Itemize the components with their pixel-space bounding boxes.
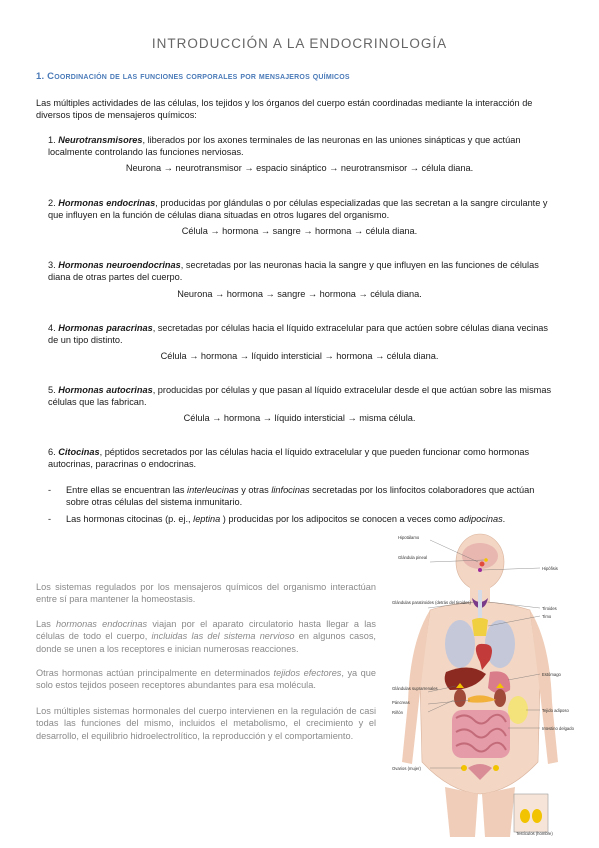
intestine-icon xyxy=(452,710,510,758)
label-tejido-adiposo: Tejido adiposo xyxy=(542,708,569,713)
label-estomago: Estómago xyxy=(542,672,561,677)
item-term: Hormonas autocrinas xyxy=(58,385,153,395)
list-item xyxy=(48,197,558,222)
label-testiculos: Testículos (hombre) xyxy=(516,831,553,836)
pituitary-icon xyxy=(478,568,482,572)
label-rinon: Riñón xyxy=(392,710,403,715)
kidney-right-icon xyxy=(494,689,506,707)
item-text: , producidas por glándulas o por células especializadas que las secretan a la sangre circulante y que influyen en la función de células diana situadas en otros lugares del organismo. xyxy=(48,198,548,221)
hypothalamus-icon xyxy=(480,562,485,567)
adipose-tissue-icon xyxy=(508,696,528,724)
section-number: 1. xyxy=(36,71,45,82)
list-item xyxy=(48,259,558,284)
testis-left-icon xyxy=(520,809,530,823)
label-hipotalamo: Hipotálamo xyxy=(398,535,420,540)
page-title: INTRODUCCIÓN A LA ENDOCRINOLOGÍA xyxy=(151,36,448,51)
chain-line: Célula → hormona → líquido intersticial → hormona → célula diana. xyxy=(160,351,439,361)
chain-line: Neurona → hormona → sangre → hormona → célula diana. xyxy=(177,289,422,299)
section-heading xyxy=(36,71,350,82)
pineal-icon xyxy=(484,558,488,562)
intro-paragraph: Las múltiples actividades de las células, los tejidos y los órganos del cuerpo están coordinadas mediante la interacción de diversos tipos de mensajeros químicos: xyxy=(36,98,533,121)
item-text: , producidas por células y que pasan al líquido extracelular desde el que actúan sobre las mismas células que las fabrican. xyxy=(48,385,552,408)
label-tiroides: Tiroides xyxy=(542,606,557,611)
bullet-item: - Entre ellas se encuentran las interleucinas y otras linfocinas secretadas por los linfocitos colaboradores que actúan sobre otras células del sistema inmunitario. xyxy=(48,485,535,508)
item-number: 1. xyxy=(48,135,56,145)
lung-right-icon xyxy=(485,620,515,668)
label-suprarrenales: Glándulas suprarrenales xyxy=(392,686,438,691)
chain-line: Neurona → neurotransmisor → espacio sináptico → neurotransmisor → célula diana. xyxy=(125,163,474,173)
list-item xyxy=(48,134,558,159)
label-hipofisis: Hipófisis xyxy=(542,566,558,571)
grey-paragraph: Los múltiples sistemas hormonales del cuerpo intervienen en la regulación de casi todas las funciones del mismo, incluidos el metabolismo, el crecimiento y el desarrollo, el equilibrio hidroelectrolítico, la reproducción y el comportamiento. xyxy=(36,706,376,741)
list-item xyxy=(48,446,558,471)
item-term: Citocinas xyxy=(58,447,100,457)
bullet-list xyxy=(48,484,558,529)
testes-inset xyxy=(514,794,548,832)
lung-left-icon xyxy=(445,620,475,668)
grey-paragraph: Otras hormonas actúan principalmente en determinados tejidos efectores, ya que solo estos tejidos poseen receptores abundantes para esa molécula. xyxy=(36,668,376,691)
list-item xyxy=(48,322,558,347)
item-term: Hormonas paracrinas xyxy=(58,323,153,333)
item-number: 3. xyxy=(48,260,56,270)
item-text: , secretadas por células hacia el líquido extracelular para que actúen sobre células diana vecinas de un tipo distinto. xyxy=(48,323,549,346)
item-text: , secretadas por las neuronas hacia la sangre y que influyen en las funciones de células diana de otras partes del cuerpo. xyxy=(48,260,539,283)
item-number: 4. xyxy=(48,323,56,333)
item-text: , liberados por los axones terminales de las neuronas en las uniones sinápticas y que actúan localmente controlando las funciones nerviosas. xyxy=(48,135,521,158)
label-paratiroides: Glándulas paratiroides (detrás del tiroides) xyxy=(392,600,471,605)
item-text: , péptidos secretados por las células hacia el líquido extracelular y que pueden funcionar como hormonas autocrinas, paracrinas o endocrinas. xyxy=(48,447,530,470)
testis-right-icon xyxy=(532,809,542,823)
label-timo: Timo xyxy=(542,614,552,619)
item-term: Hormonas neuroendocrinas xyxy=(58,260,181,270)
chain-line: Célula → hormona → líquido intersticial → misma célula. xyxy=(183,413,416,423)
chain-line: Célula → hormona → sangre → hormona → célula diana. xyxy=(181,226,418,236)
grey-paragraph: Las hormonas endocrinas viajan por el aparato circulatorio hasta llegar a las células de todo el cuerpo, incluidas las del sistema nervioso en algunos casos, donde se unen a los receptores e inician numerosas reacciones. xyxy=(36,619,376,654)
label-ovarios: Ovarios (mujer) xyxy=(392,766,421,771)
kidney-left-icon xyxy=(454,689,466,707)
item-number: 2. xyxy=(48,198,56,208)
list-item xyxy=(48,384,558,409)
grey-paragraph: Los sistemas regulados por los mensajeros químicos del organismo interactúan entre sí para mantener la homeostasis. xyxy=(36,582,376,605)
label-pineal: Glándula pineal xyxy=(398,555,428,560)
endocrine-system-figure xyxy=(390,532,580,837)
trachea-icon xyxy=(478,590,482,620)
thymus-icon xyxy=(472,618,488,636)
section-heading-text: Coordinación de las funciones corporales por mensajeros químicos xyxy=(47,71,350,82)
label-intestino: Intestino delgado xyxy=(542,726,574,731)
ovary-right-icon xyxy=(493,765,499,771)
item-number: 5. xyxy=(48,385,56,395)
item-term: Neurotransmisores xyxy=(58,135,143,145)
item-term: Hormonas endocrinas xyxy=(58,198,156,208)
bullet-item: - Las hormonas citocinas (p. ej., leptina ) producidas por los adipocitos se conocen a veces como adipocinas. xyxy=(48,513,506,524)
label-pancreas: Páncreas xyxy=(392,700,410,705)
item-number: 6. xyxy=(48,447,56,457)
